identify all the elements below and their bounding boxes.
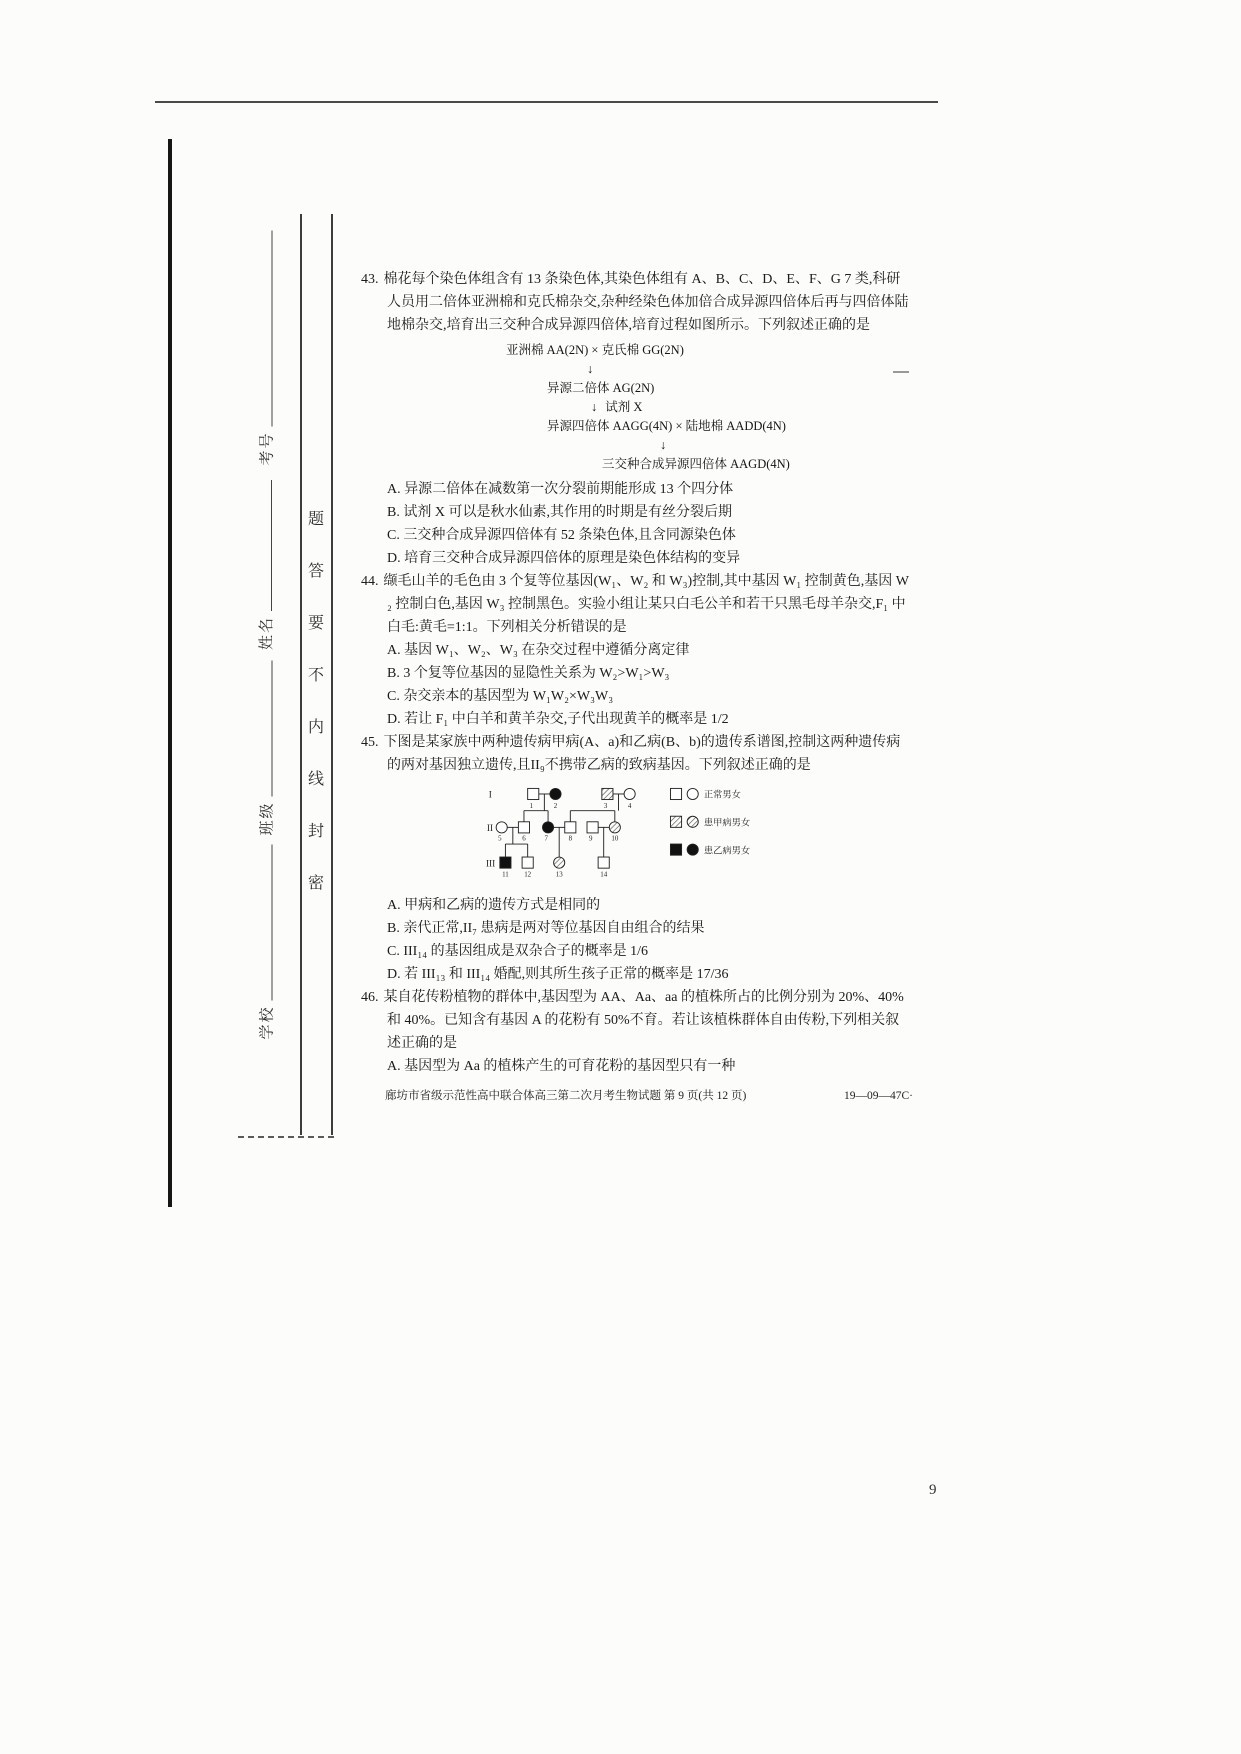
pedigree-legend (670, 788, 698, 855)
question-45-option-c: C. III₁₄ 的基因组成是双杂合子的概率是 1/6 (387, 944, 648, 960)
pedigree-individual-I-2-affected-b-female (550, 788, 561, 799)
pedigree-number: 12 (524, 870, 532, 879)
seal-char: 线 (307, 771, 324, 788)
seal-char: 内 (307, 719, 324, 736)
pedigree-numbers (498, 802, 632, 879)
legend-affected-a-label: 患甲病男女 (703, 818, 751, 829)
question-43-option-a: A. 异源二倍体在减数第一次分裂前期能形成 13 个四分体 (387, 482, 734, 497)
exam-footer (361, 1088, 913, 1104)
pedigree-individual-III-11-affected-b-male (500, 857, 511, 868)
question-44-option-c: C. 杂交亲本的基因型为 W₁W₂×W₃W₃ (387, 689, 614, 704)
seal-char: 题 (307, 511, 324, 528)
seal-char: 密 (307, 875, 324, 892)
pedigree-number: 6 (522, 834, 526, 843)
footer-paper-code: 19—09—47C· (844, 1090, 913, 1103)
diagram-result-2: 三交种合成异源四倍体 AAGD(4N) (602, 457, 790, 471)
pedigree-number: 11 (502, 870, 509, 879)
pedigree-number: 5 (498, 834, 502, 843)
pedigree-number: 10 (611, 834, 619, 843)
field-exam-number-blank (259, 231, 272, 427)
pedigree-individuals (496, 788, 635, 868)
field-name (250, 480, 280, 650)
generation-label-1: I (488, 790, 492, 801)
legend-normal-female-icon (687, 788, 698, 799)
question-46-stem (361, 986, 913, 1055)
field-exam-number-label: 考号 (259, 431, 275, 466)
question-46-option-a: A. 基因型为 Aa 的植株产生的可育花粉的基因型只有一种 (387, 1059, 736, 1075)
field-school-label: 学校 (259, 1005, 275, 1040)
question-45-option-b: B. 亲代正常,II₇ 患病是两对等位基因自由组合的结果 (387, 921, 705, 937)
question-43 (361, 268, 913, 570)
pedigree-number: 7 (544, 834, 548, 843)
legend-affected-b-female-icon (687, 844, 698, 855)
diagram-arrow-2 (591, 398, 913, 417)
question-44-option-a: A. 基因 W₁、W₂、W₃ 在杂交过程中遵循分离定律 (387, 643, 690, 658)
question-45-number: 45. (361, 735, 379, 750)
page-number: 9 (929, 1482, 937, 1498)
diagram-result-1: 异源二倍体 AG(2N) (547, 381, 655, 395)
page-left-border (168, 139, 172, 1207)
pedigree-number: 13 (555, 870, 563, 879)
legend-affected-b-male-icon (670, 844, 681, 855)
pedigree-individual-I-4-normal-female (624, 788, 635, 799)
field-school (251, 845, 281, 1040)
question-44-option-d: D. 若让 F₁ 中白羊和黄羊杂交,子代出现黄羊的概率是 1/2 (387, 712, 729, 727)
seal-line-inner (331, 214, 333, 1135)
field-school-blank (259, 845, 272, 1001)
seal-char: 要 (307, 615, 324, 632)
down-arrow-icon: ↓ (587, 362, 594, 376)
question-44-number: 44. (361, 574, 379, 589)
diagram-cross-1: 亚洲棉 AA(2N) × 克氏棉 GG(2N) (506, 343, 684, 357)
pedigree-individual-I-3-affected-a-male (602, 788, 613, 799)
legend-affected-a-male-icon (670, 816, 681, 827)
pedigree-individual-II-6-normal-male (518, 822, 529, 833)
seal-char: 封 (307, 823, 324, 840)
question-43-stem (361, 268, 913, 337)
question-43-option-d: D. 培育三交种合成异源四倍体的原理是染色体结构的变异 (387, 551, 741, 566)
pedigree-legend-labels (704, 789, 750, 857)
question-45-text: 下图是某家族中两种遗传病甲病(A、a)和乙病(B、b)的遗传系谱图,控制这两种遗传病的两对基因独立遗传,且II₉不携带乙病的致病基因。下列叙述正确的是 (383, 735, 901, 773)
diagram-cross-2: 异源四倍体 AAGG(4N) × 陆地棉 AADD(4N) (547, 419, 786, 433)
pedigree-number: 3 (603, 801, 608, 810)
seal-char: 答 (307, 563, 324, 580)
pedigree-number: 9 (588, 834, 593, 843)
question-43-option-b: B. 试剂 X 可以是秋水仙素,其作用的时期是有丝分裂后期 (387, 505, 732, 520)
pedigree-number: 1 (529, 801, 534, 810)
legend-normal-label: 正常男女 (703, 790, 741, 801)
diagram-reagent-label: 试剂 X (605, 400, 643, 414)
seal-char: 不 (307, 667, 324, 684)
q45-pedigree-chart (485, 781, 791, 890)
pedigree-generation-labels (486, 791, 495, 870)
pedigree-individual-III-14-normal-male (598, 857, 609, 868)
q45-pedigree-figure (485, 781, 913, 890)
question-43-text: 棉花每个染色体组含有 13 条染色体,其染色体组有 A、B、C、D、E、F、G 7 类,科研人员用二倍体亚洲棉和克氏棉杂交,杂种经染色体加倍合成异源四倍体后再与四倍体陆地棉杂交,培育出三交种合成异源四倍体,培育过程如图所示。下列叙述正确的是 (383, 272, 909, 333)
question-44-text: 缬毛山羊的毛色由 3 个复等位基因(W₁、W₂ 和 W₃)控制,其中基因 W₁ 控制黄色,基因 W₂ 控制白色,基因 W₃ 控制黑色。实验小组让某只白毛公羊和若干只黑毛母羊杂交,F₁ 中白毛:黄毛=1:1。下列相关分析错误的是 (383, 574, 909, 635)
field-class-blank (259, 661, 272, 797)
question-45-option-a: A. 甲病和乙病的遗传方式是相同的 (387, 898, 601, 914)
field-exam-number (251, 231, 281, 466)
field-name-blank (259, 480, 272, 611)
down-arrow-icon: ↓ (591, 400, 598, 414)
pedigree-number: 14 (600, 870, 608, 879)
generation-label-2: II (486, 824, 494, 835)
question-45-stem (361, 731, 913, 777)
field-class (251, 661, 281, 836)
generation-label-3: III (485, 859, 496, 870)
legend-normal-male-icon (670, 788, 681, 799)
field-class-label: 班级 (259, 801, 275, 836)
pedigree-number: 4 (627, 801, 632, 810)
pedigree-number: 8 (568, 834, 573, 843)
question-46 (361, 986, 913, 1078)
pedigree-individual-II-5-normal-female (496, 822, 507, 833)
question-46-text: 某自花传粉植物的群体中,基因型为 AA、Aa、aa 的植株所占的比例分别为 20%、40%和 40%。已知含有基因 A 的花粉有 50%不育。若让该植株群体自由传粉,下列相关叙述正确的是 (383, 990, 904, 1052)
pedigree-individual-II-7-affected-b-female (543, 822, 554, 833)
pedigree-individual-II-8-normal-male (565, 822, 576, 833)
question-44 (361, 570, 913, 731)
question-43-number: 43. (361, 272, 379, 287)
question-44-stem (361, 570, 913, 639)
pedigree-individual-III-13-affected-a-female (554, 857, 565, 868)
pedigree-individual-II-10-affected-a-female (609, 822, 620, 833)
seal-margin-text (301, 506, 331, 893)
question-45 (361, 731, 913, 986)
down-arrow-icon: ↓ (660, 438, 667, 452)
legend-affected-a-female-icon (687, 816, 698, 827)
top-rule (155, 101, 938, 103)
legend-affected-b-label: 患乙病男女 (703, 846, 751, 857)
question-43-option-c: C. 三交种合成异源四倍体有 52 条染色体,且含同源染色体 (387, 528, 736, 543)
exam-content (361, 268, 913, 1104)
field-name-label: 姓名 (258, 615, 275, 650)
question-45-option-d: D. 若 III₁₃ 和 III₁₄ 婚配,则其所生孩子正常的概率是 17/36 (387, 967, 729, 983)
question-46-number: 46. (361, 990, 379, 1006)
footer-exam-title: 廊坊市省级示范性高中联合体高三第二次月考生物试题 第 9 页(共 12 页) (385, 1090, 747, 1103)
q43-breeding-diagram (361, 341, 913, 474)
question-44-option-b: B. 3 个复等位基因的显隐性关系为 W₂>W₁>W₃ (387, 666, 670, 681)
seal-dashed-segment (238, 1136, 334, 1138)
pedigree-individual-I-1-normal-male (528, 788, 539, 799)
pedigree-number: 2 (553, 801, 558, 810)
pedigree-individual-III-12-normal-male (522, 857, 533, 868)
pedigree-individual-II-9-normal-male (587, 822, 598, 833)
